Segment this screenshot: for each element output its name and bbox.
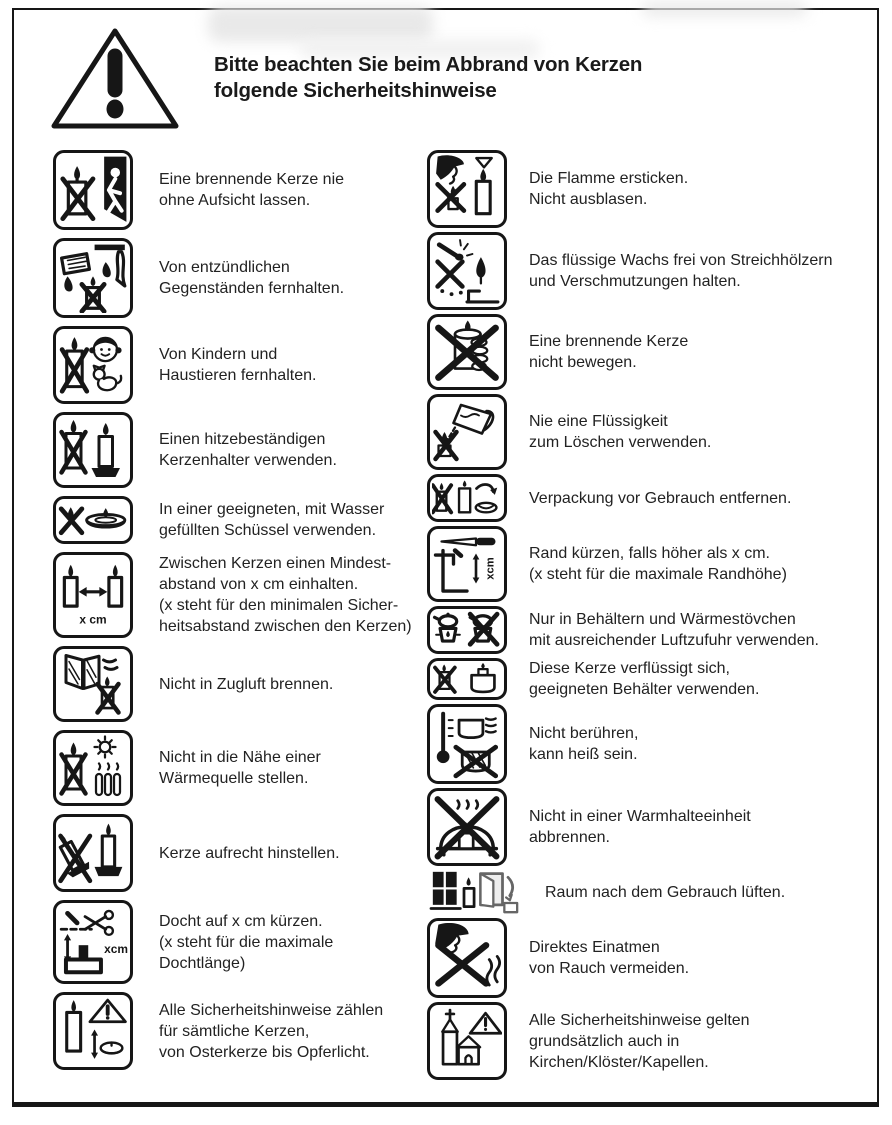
safety-item (427, 394, 878, 470)
left-column (53, 150, 427, 1084)
safety-item-text: Nicht in einer Warmhalteeinheit abbrennen. (529, 808, 751, 846)
safety-item (427, 1002, 878, 1080)
trim-rim-icon (427, 526, 507, 602)
heat-resistant-holder-icon (53, 412, 133, 488)
snuff-flame-icon (427, 150, 507, 228)
heat-source-icon (53, 730, 133, 806)
safety-item (427, 788, 878, 866)
church-use-icon (427, 1002, 507, 1080)
safety-item (53, 552, 427, 638)
do-not-move-icon (427, 314, 507, 390)
children-pets-icon (53, 326, 133, 404)
no-warming-unit-icon (427, 788, 507, 866)
safety-item-text: Diese Kerze verflüssigt sich, geeigneten Behälter verwenden. (529, 660, 760, 698)
safety-item (427, 606, 878, 654)
safety-item-text: Direktes Einatmen von Rauch vermeiden. (529, 939, 690, 977)
safety-item-text: Eine brennende Kerze nicht bewegen. (529, 333, 689, 371)
safety-item (53, 814, 427, 892)
scan-smudge (642, 2, 807, 16)
ventilate-room-icon (427, 870, 523, 914)
right-column (427, 150, 878, 1084)
hot-do-not-touch-icon (427, 704, 507, 784)
rim-height-label: xcm (484, 557, 497, 580)
safety-item-text: Alle Sicherheitshinweise zählen für sämtliche Kerzen, von Osterkerze bis Opferlicht. (159, 1001, 384, 1061)
safety-item-text: Kerze aufrecht hinstellen. (159, 844, 340, 862)
remove-packaging-icon (427, 474, 507, 522)
safety-item (427, 314, 878, 390)
safety-item-text: Das flüssige Wachs frei von Streichhölzern und Verschmutzungen halten. (529, 252, 833, 290)
draft-icon (53, 646, 133, 722)
flammable-objects-icon (53, 238, 133, 318)
header (48, 26, 642, 132)
safety-item (427, 704, 878, 784)
safety-item (427, 526, 878, 602)
safety-item (427, 474, 878, 522)
trim-wick-icon (53, 900, 133, 984)
liquefying-candle-icon (427, 658, 507, 700)
safety-item (427, 232, 878, 310)
safety-item (53, 412, 427, 488)
safety-item (53, 730, 427, 806)
safety-item-text: Nicht berühren, kann heiß sein. (529, 725, 639, 763)
safety-item-text: Von Kindern und Haustieren fernhalten. (159, 346, 317, 384)
air-supply-warmer-icon (427, 606, 507, 654)
safety-item-text: Nie eine Flüssigkeit zum Löschen verwenden. (529, 413, 712, 451)
safety-item-text: Einen hitzebeständigen Kerzenhalter verwenden. (159, 431, 337, 469)
candle-distance-icon (53, 552, 133, 638)
safety-item (53, 238, 427, 318)
safety-item-text: Nicht in Zugluft brennen. (159, 675, 334, 693)
safety-item-text: Nur in Behältern und Wärmestövchen mit ausreichender Luftzufuhr verwenden. (529, 611, 819, 649)
content-columns (53, 150, 878, 1084)
safety-item-text: Eine brennende Kerze nie ohne Aufsicht lassen. (159, 171, 345, 209)
water-bowl-icon (53, 496, 133, 544)
safety-item-text: Von entzündlichen Gegenständen fernhalten. (159, 259, 345, 297)
safety-item (53, 900, 427, 984)
safety-item (427, 150, 878, 228)
no-smoke-inhale-icon (427, 918, 507, 998)
candle-unattended-icon (53, 150, 133, 230)
safety-item-text: Rand kürzen, falls höher als x cm. (x steht für die maximale Randhöhe) (529, 545, 787, 583)
safety-item (53, 992, 427, 1070)
safety-item (53, 326, 427, 404)
safety-item-text: Verpackung vor Gebrauch entfernen. (529, 489, 792, 507)
safety-item (53, 496, 427, 544)
warning-triangle-icon (48, 26, 182, 132)
safety-item (53, 150, 427, 230)
all-candle-types-icon (53, 992, 133, 1070)
safety-item-text: Zwischen Kerzen einen Mindest- abstand von x cm einhalten. (x steht für den minimalen Sicher- heitsabstand zwischen den Kerzen) (159, 555, 412, 635)
safety-item (53, 646, 427, 722)
safety-item (427, 870, 878, 914)
safety-item (427, 918, 878, 998)
clean-wax-icon (427, 232, 507, 310)
safety-item-text: In einer geeigneten, mit Wasser gefüllten Schüssel verwenden. (159, 501, 385, 539)
distance-label: x cm (79, 612, 107, 627)
safety-item-text: Die Flamme ersticken. Nicht ausblasen. (529, 170, 689, 208)
page-title: Bitte beachten Sie beim Abbrand von Kerzen folgende Sicherheitshinweise (214, 53, 643, 102)
no-liquid-extinguish-icon (427, 394, 507, 470)
safety-item-text: Nicht in die Nähe einer Wärmequelle stellen. (159, 749, 321, 787)
upright-candle-icon (53, 814, 133, 892)
wick-length-label: xcm (104, 942, 128, 957)
safety-item (427, 658, 878, 700)
safety-item-text: Docht auf x cm kürzen. (x steht für die maximale Dochtlänge) (159, 912, 334, 972)
safety-item-text: Raum nach dem Gebrauch lüften. (545, 883, 786, 901)
safety-item-text: Alle Sicherheitshinweise gelten grundsätzlich auch in Kirchen/Klöster/Kapellen. (529, 1011, 750, 1071)
